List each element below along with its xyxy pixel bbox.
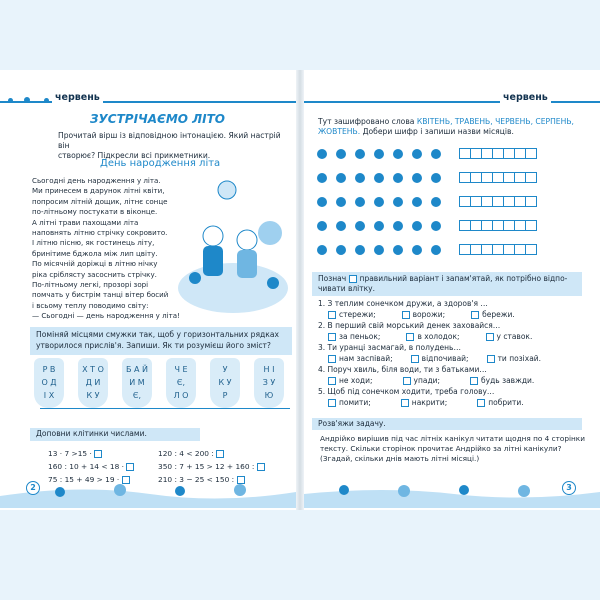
- left-header-line: [0, 101, 296, 103]
- poem-title: День народження літа: [100, 158, 221, 169]
- poem: Сьогодні день народження у літа. Ми принесем в дарунок літні квіти, попросим літній дощик, літнє сонце по-літньому постукати в віконце. А літні трави пахощами літа наповнять літню стрічку сокровито. І літню пісню, як гостинець літу, бринітиме бджола між лип цвіту. По місячній доріжці в літню нічку ріка сріблясту засоснить стрічку. По-літньому легкі, прозорі зорі помчать у бистрім танці вітер босий і всьому теплу поводимо свiту: — Сьогодні — день народження у літа!: [32, 176, 180, 321]
- answer-box[interactable]: [126, 463, 134, 471]
- proverb-card[interactable]: Б А Й И М Є,: [122, 358, 152, 408]
- task3-bar: Доповни клітинки числами.: [30, 428, 200, 441]
- option-checkbox[interactable]: [406, 333, 414, 341]
- option-checkbox[interactable]: [328, 377, 336, 385]
- right-footer-decor: [304, 478, 600, 508]
- answer-line[interactable]: [40, 408, 290, 409]
- option-checkbox[interactable]: [477, 399, 485, 407]
- math-col2: 120 : 4 < 200 : 350 : 7 + 15 > 12 + 160 : 210 : 3 − 25 < 150 :: [158, 447, 268, 486]
- proverb-card[interactable]: Х Т О Д И К У: [78, 358, 108, 408]
- left-page-title: ЗУСТРІЧАЄМО ЛІТО: [90, 112, 225, 126]
- answer-box[interactable]: [216, 450, 224, 458]
- left-page-number: 2: [26, 481, 40, 495]
- cipher-icons: [314, 146, 454, 262]
- right-header-line: [304, 101, 600, 103]
- option-checkbox[interactable]: [411, 355, 419, 363]
- proverb-card[interactable]: Р В О Д І Х: [34, 358, 64, 408]
- task2-bar-right: Познач правильний варіант і запам'ятай, як потрібно відпо- чивати влітку.: [312, 272, 582, 296]
- spine: [296, 70, 304, 510]
- option-checkbox[interactable]: [470, 377, 478, 385]
- cipher-answer-grids[interactable]: [460, 148, 600, 264]
- check-icon: [349, 275, 357, 283]
- right-intro: Тут зашифровано слова КВІТЕНЬ, ТРАВЕНЬ, ЧЕРВЕНЬ, СЕРПЕНЬ, ЖОВТЕНЬ. Добери шифр і запиши назви місяців.: [318, 117, 574, 136]
- option-checkbox[interactable]: [471, 311, 479, 319]
- right-month-tag: червень: [500, 92, 551, 103]
- math-col1: 13 · 7 >15 · 160 : 10 + 14 < 18 · 75 : 15 + 49 > 19 ·: [48, 447, 137, 486]
- left-month-tag: червень: [52, 92, 103, 103]
- left-footer-decor: [0, 478, 296, 508]
- option-checkbox[interactable]: [403, 377, 411, 385]
- option-checkbox[interactable]: [328, 355, 336, 363]
- children-illustration: [175, 178, 290, 318]
- word-problem: Андрійко вирішив під час літніх канікул читати щодня по 4 сторінки тексту. Скільки сторінок прочитає Андрійко за літні канікули? (Згадай, скільки днів мають літні місяці.): [320, 434, 585, 463]
- task2-bar: Поміняй місцями смужки так, щоб у горизонтальних рядках утворилося прислів'я. Запиши. Як ти розумієш його зміст?: [30, 327, 292, 355]
- proverb-card[interactable]: Ч Е Є, Л О: [166, 358, 196, 408]
- left-intro: Прочитай вірш із відповідною інтонацією. Який настрій він створює? Підкресли всі прикметники.: [58, 131, 281, 160]
- option-checkbox[interactable]: [401, 399, 409, 407]
- answer-box[interactable]: [94, 450, 102, 458]
- option-checkbox[interactable]: [328, 333, 336, 341]
- option-checkbox[interactable]: [487, 355, 495, 363]
- answer-box[interactable]: [257, 463, 265, 471]
- option-checkbox[interactable]: [328, 311, 336, 319]
- task3-bar-right: Розв'яжи задачу.: [312, 418, 582, 430]
- proverb-card[interactable]: У К У Р: [210, 358, 240, 408]
- right-page-number: 3: [562, 481, 576, 495]
- option-checkbox[interactable]: [486, 333, 494, 341]
- option-checkbox[interactable]: [328, 399, 336, 407]
- proverb-card[interactable]: Н І З У Ю: [254, 358, 284, 408]
- option-checkbox[interactable]: [402, 311, 410, 319]
- quiz: 1. З теплим сонечком дружи, а здоров'я … стережи; ворожи; бережи. 2. В перший свій морський денек заховайся… за пеньок; в холодок; у ставок. 3. Ти уранці засмагай, в полудень… нам заспівай; відпочивай; ти позіхай. 4. Поруч хвиль, біля води, ти з батьками… не ходи; упади; будь завжди. 5. Щоб під сонечком ходити, треба голову… помити; накрити; побрити.: [318, 299, 542, 407]
